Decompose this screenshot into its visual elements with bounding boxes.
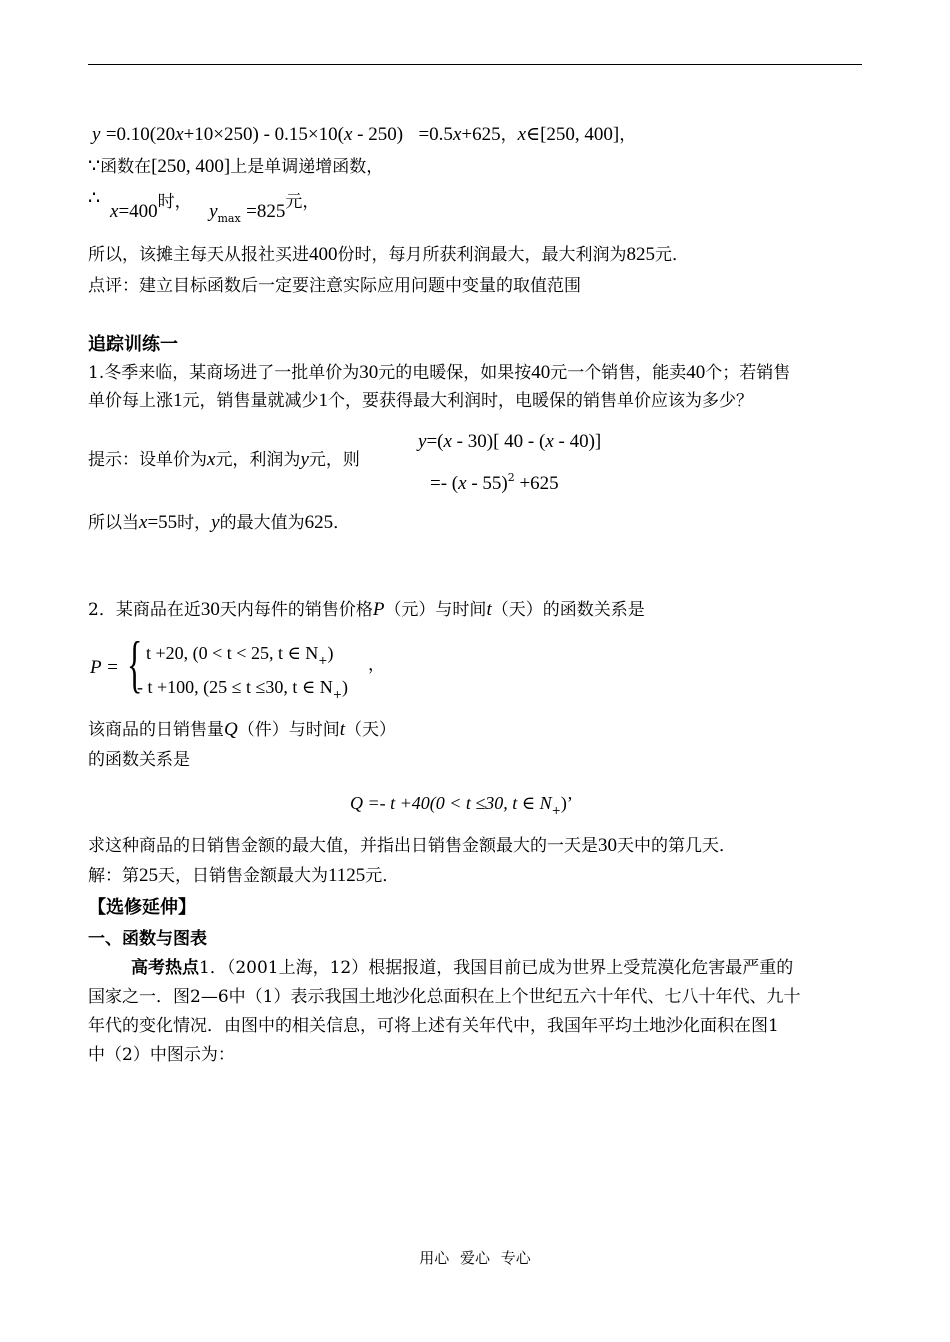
sales-volume-text-2: 的函数关系是 [88, 750, 190, 770]
hot-topic-line-4: 中（2）中图示为： [88, 1045, 235, 1065]
max-value-statement: x=400时， $y_{max} =825$元， [110, 192, 320, 225]
question-1-line-2: 单价每上涨1元，销售量就减少1个，要获得最大利润时，电暖保的销售单价应该为多少？ [88, 390, 753, 411]
answer-1: 所以当x=55时，y的最大值为625． [88, 512, 351, 533]
question-1-line-1: 1.冬季来临，某商场进了一批单价为30元的电暖保，如果按40元一个销售，能卖40个；若销售 [88, 362, 791, 383]
piecewise-comma: ， [368, 655, 385, 675]
comment-text: 点评：建立目标函数后一定要注意实际应用问题中变量的取值范围 [88, 276, 581, 296]
page-footer: 用心 爱心 专心 [419, 1249, 531, 1267]
conclusion-text: 所以，该摊主每天从报社买进400份时，每月所获利润最大，最大利润为825元． [88, 244, 689, 265]
hint-equation-2: =- (x - 55)$^2$ +625 [430, 471, 559, 494]
question-2-text: 2．某商品在近30天内每件的销售价格P（元）与时间t（天）的函数关系是 [88, 599, 645, 620]
hot-topic-line-3: 年代的变化情况．由图中的相关信息，可将上述有关年代中，我国年平均土地沙化面积在图1 [88, 1016, 779, 1036]
header-rule [88, 64, 862, 65]
therefore-statement: ∴ [88, 187, 101, 209]
section-heading-tracking: 追踪训练一 [88, 334, 178, 355]
subsection-heading-function-charts: 一、函数与图表 [88, 929, 207, 949]
sales-volume-text: 该商品的日销售量Q（件）与时间t（天） [88, 719, 397, 740]
hint-text: 提示：设单价为x元，利润为y元，则 [88, 449, 360, 470]
piecewise-brace: { [127, 628, 143, 699]
piecewise-lhs: P = [90, 657, 119, 678]
question-2-solution: 解：第25天，日销售金额最大为1125元． [88, 865, 400, 886]
piecewise-case-1: t +20, (0 < t < 25, t ∈ $N_+$) [146, 643, 334, 667]
hint-equation-1: y=(x - 30)[ 40 - (x - 40)] [418, 431, 602, 452]
hot-topic-line-2: 国家之一．图2—6中（1）表示我国土地沙化总面积在上个世纪五六十年代、七八十年代、九十 [88, 987, 801, 1007]
monotonic-statement: ∵函数在[250, 400]上是单调递增函数， [88, 155, 384, 177]
sales-volume-equation: Q =- t +40(0 < t ≤30, t ∈ $N_+$)’ [350, 793, 573, 817]
section-heading-extension: 【选修延伸】 [88, 897, 196, 918]
piecewise-case-2: - t +100, (25 ≤ t ≤30, t ∈ $N_+$) [137, 677, 348, 701]
equation-profit-function: y =0.10(20x+10×250) - 0.15×10(x - 250) =0.5x+625，x∈[250, 400]， [92, 124, 637, 145]
question-2-ask: 求这种商品的日销售金额的最大值，并指出日销售金额最大的一天是30天中的第几天． [88, 835, 736, 856]
hot-topic-line-1: 高考热点1．（2001上海，12）根据报道，我国目前已成为世界上受荒漠化危害最严重的 [131, 958, 794, 978]
